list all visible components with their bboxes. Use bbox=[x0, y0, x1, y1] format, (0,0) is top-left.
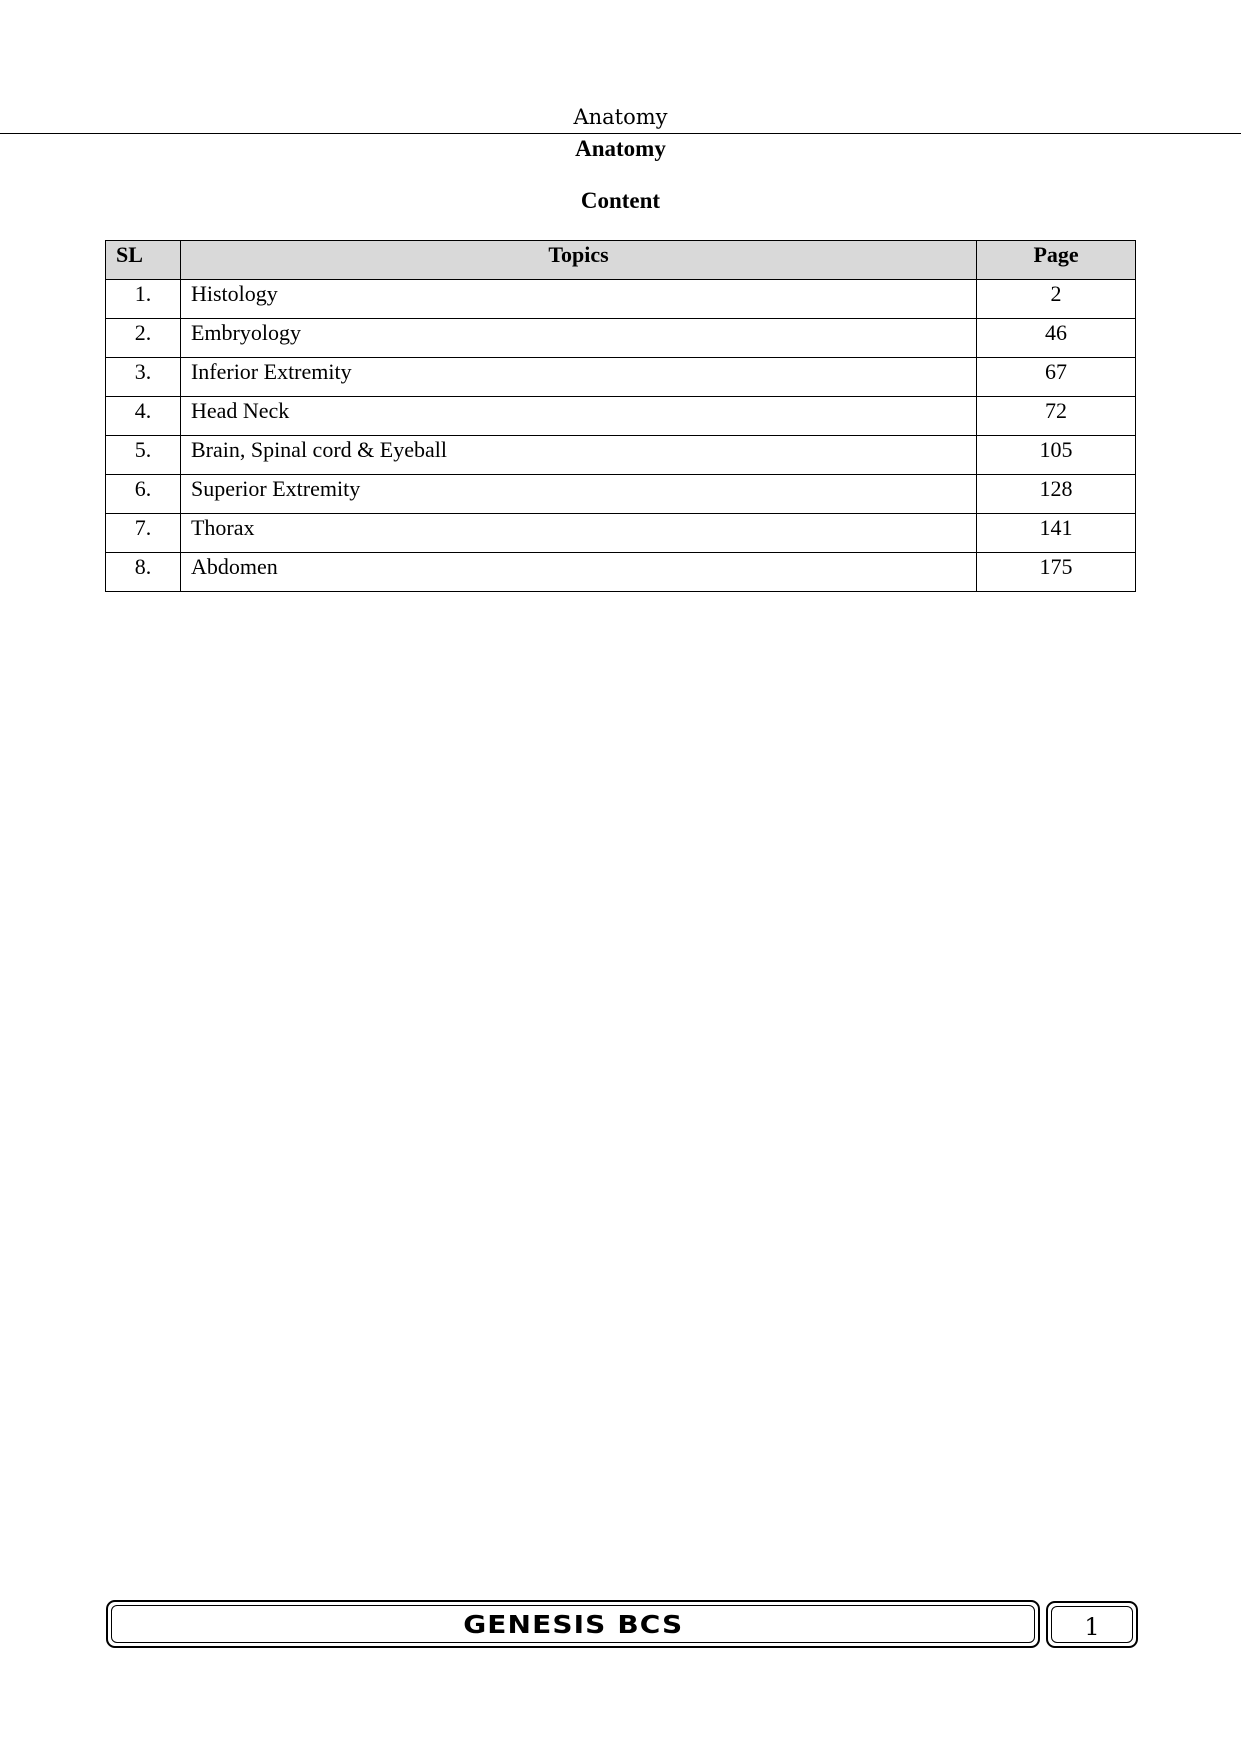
page-number: 1 bbox=[1084, 1612, 1100, 1641]
row-sl: 3. bbox=[106, 358, 181, 397]
row-topic: Head Neck bbox=[180, 397, 976, 436]
document-title: Anatomy bbox=[575, 136, 666, 161]
page-number-box bbox=[1046, 1601, 1138, 1648]
column-header-topics: Topics bbox=[180, 241, 976, 280]
row-topic: Superior Extremity bbox=[180, 475, 976, 514]
row-page: 105 bbox=[977, 436, 1136, 475]
row-page: 2 bbox=[977, 280, 1136, 319]
row-topic: Thorax bbox=[180, 514, 976, 553]
table-header-row bbox=[106, 241, 1136, 280]
row-page: 67 bbox=[977, 358, 1136, 397]
column-header-sl: SL bbox=[106, 241, 181, 280]
row-topic: Abdomen bbox=[180, 553, 976, 592]
table-row bbox=[106, 553, 1136, 592]
header-divider bbox=[0, 133, 1241, 134]
table-row bbox=[106, 475, 1136, 514]
table-row bbox=[106, 280, 1136, 319]
row-topic: Embryology bbox=[180, 319, 976, 358]
row-topic: Histology bbox=[180, 280, 976, 319]
row-sl: 1. bbox=[106, 280, 181, 319]
row-page: 72 bbox=[977, 397, 1136, 436]
row-sl: 4. bbox=[106, 397, 181, 436]
table-row bbox=[106, 514, 1136, 553]
row-sl: 6. bbox=[106, 475, 181, 514]
row-sl: 5. bbox=[106, 436, 181, 475]
row-topic: Inferior Extremity bbox=[180, 358, 976, 397]
table-row bbox=[106, 436, 1136, 475]
row-sl: 7. bbox=[106, 514, 181, 553]
row-page: 128 bbox=[977, 475, 1136, 514]
row-page: 175 bbox=[977, 553, 1136, 592]
footer-brand-inner-frame bbox=[111, 1605, 1035, 1643]
row-page: 46 bbox=[977, 319, 1136, 358]
running-header: Anatomy bbox=[573, 105, 668, 129]
footer-brand-box bbox=[106, 1600, 1040, 1648]
page-number-inner-frame bbox=[1051, 1606, 1133, 1643]
column-header-page: Page bbox=[977, 241, 1136, 280]
footer-brand: GENESIS BCS bbox=[462, 1609, 684, 1639]
row-sl: 2. bbox=[106, 319, 181, 358]
table-row bbox=[106, 319, 1136, 358]
row-topic: Brain, Spinal cord & Eyeball bbox=[180, 436, 976, 475]
contents-table bbox=[105, 240, 1136, 592]
content-heading: Content bbox=[580, 188, 661, 213]
row-sl: 8. bbox=[106, 553, 181, 592]
table-row bbox=[106, 397, 1136, 436]
table-row bbox=[106, 358, 1136, 397]
row-page: 141 bbox=[977, 514, 1136, 553]
